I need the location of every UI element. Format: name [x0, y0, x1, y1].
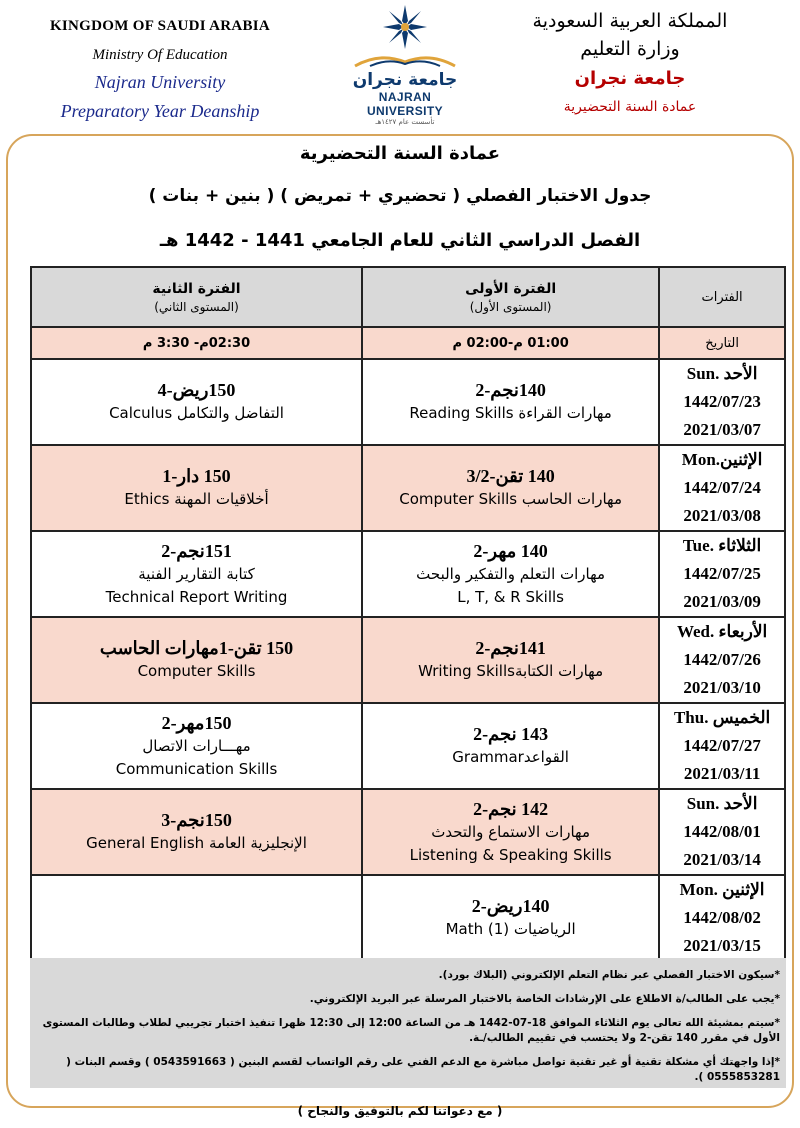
periods-header: الفترات: [659, 267, 785, 327]
course-name: مهارات التعلم والتفكير والبحث: [416, 564, 606, 583]
gregorian-date: 2021/03/10: [683, 678, 761, 697]
gregorian-date: 2021/03/11: [683, 764, 761, 783]
period2-header: الفترة الثانية (المستوى الثاني): [31, 267, 362, 327]
logo-established: تأسست عام ١٤٢٧هـ: [375, 118, 435, 126]
exam-day-cell: [659, 703, 785, 789]
period2-course-cell: [31, 359, 362, 445]
course-code: 141نجم-2: [475, 638, 546, 658]
course-name: الإنجليزية العامة General English: [86, 834, 307, 852]
hijri-date: 1442/08/01: [683, 822, 761, 841]
period1-course-cell: [362, 531, 659, 617]
footer-wishes: ( مع دعواتنا لكم بالتوفيق والنجاح ): [297, 1104, 503, 1118]
header-arabic: [500, 10, 760, 115]
country-name-en: KINGDOM OF SAUDI ARABIA: [49, 18, 271, 34]
note-item: *يجب على الطالب/ة الاطلاع على الإرشادات الخاصة بالاختبار المرسلة عبر البريد الإلكتروني.: [309, 993, 780, 1005]
deanship-name-en: Preparatory Year Deanship: [60, 101, 260, 121]
hijri-date: 1442/07/23: [683, 392, 761, 411]
university-logo: [340, 4, 470, 126]
period2-course-cell: [31, 703, 362, 789]
course-name: القواعدGrammar: [452, 748, 569, 766]
table-row: [31, 531, 785, 617]
course-code: 150 تقن-1مهارات الحاسب: [99, 638, 294, 658]
period1-course-cell: [362, 359, 659, 445]
period2-course-cell: [31, 875, 362, 961]
table-row: [31, 617, 785, 703]
course-code: 150 دار-1: [162, 466, 231, 486]
period2-course-cell: [31, 617, 362, 703]
course-name: مهارات الاستماع والتحدث: [431, 822, 591, 841]
course-name: مهارات القراءة Reading Skills: [409, 404, 612, 422]
star-emblem-icon: [382, 4, 428, 50]
period1-course-cell: [362, 617, 659, 703]
gregorian-date: 2021/03/15: [683, 936, 761, 955]
course-code: 150مهر-2: [161, 712, 232, 733]
exam-day-cell: [659, 445, 785, 531]
note-item: *سيكون الاختبار الفصلي عبر نظام التعلم الإلكتروني (البلاك بورد).: [438, 969, 780, 981]
course-name: Technical Report Writing: [105, 587, 288, 606]
course-code: 140نجم-2: [475, 380, 546, 400]
deanship-name-ar: عمادة السنة التحضيرية: [563, 99, 697, 115]
semester-title: الفصل الدراسي الثاني للعام الجامعي 1441 - 1442 هـ: [159, 230, 641, 251]
course-name: أخلاقيات المهنة Ethics: [124, 490, 269, 508]
ministry-name-ar: وزارة التعليم: [580, 38, 680, 60]
course-name: مهـــارات الاتصال: [142, 736, 251, 755]
university-name-en: Najran University: [94, 72, 226, 92]
day-name: الإثنين .Mon: [679, 880, 765, 899]
period1-course-cell: [362, 875, 659, 961]
period2-course-cell: [31, 445, 362, 531]
table-time-row: [31, 327, 785, 359]
header-english: [10, 18, 310, 122]
hijri-date: 1442/08/02: [683, 908, 761, 927]
course-code: 151نجم-2: [161, 540, 232, 561]
course-name: Listening & Speaking Skills: [409, 845, 612, 864]
note-item: *إذا واجهتك أي مشكلة تقنية أو غير تقنية تواصل مباشرة مع الدعم الفني على رقم الواتساب لقسم البنين ( 0543591663 ) وقسم البنات ( 0555853281 ).: [66, 1056, 780, 1083]
course-name: Computer Skills: [137, 662, 256, 680]
day-name: الخميس .Thu: [673, 708, 771, 727]
table-row: [31, 445, 785, 531]
day-name: الأحد .Sun: [686, 364, 758, 383]
course-name: الرياضيات (1) Math: [445, 920, 576, 938]
course-name: التفاضل والتكامل Calculus: [109, 404, 284, 422]
course-code: 140ريض-2: [471, 896, 550, 916]
course-code: 142 نجم-2: [473, 798, 549, 819]
exam-day-cell: [659, 359, 785, 445]
table-row: [31, 359, 785, 445]
exam-day-cell: [659, 531, 785, 617]
day-name: الإثنين.Mon: [681, 450, 763, 469]
deanship-title: عمادة السنة التحضيرية: [299, 143, 501, 164]
ministry-name-en: Ministry Of Education: [92, 47, 228, 63]
date-label: التاريخ: [659, 327, 785, 359]
period1-time: 01:00 م-02:00 م: [362, 327, 659, 359]
course-code: 150نجم-3: [161, 810, 232, 830]
period2-course-cell: [31, 789, 362, 875]
day-name: الثلاثاء .Tue: [682, 536, 762, 555]
period1-course-cell: [362, 703, 659, 789]
gregorian-date: 2021/03/08: [683, 506, 761, 525]
period2-course-cell: [31, 531, 362, 617]
gregorian-date: 2021/03/09: [683, 592, 761, 611]
period2-time: 02:30م- 3:30 م: [31, 327, 362, 359]
schedule-title: جدول الاختبار الفصلي ( تحضيري + تمريض ) ( بنين + بنات ): [148, 186, 652, 206]
exam-schedule-table: [30, 266, 786, 962]
course-code: 140 مهر-2: [473, 540, 548, 561]
exam-day-cell: [659, 875, 785, 961]
gregorian-date: 2021/03/14: [683, 850, 761, 869]
notes-box: [30, 958, 786, 1088]
wing-emblem-icon: [350, 50, 460, 68]
course-name: مهارات الحاسب Computer Skills: [399, 490, 622, 508]
table-row: [31, 703, 785, 789]
course-name: L, T, & R Skills: [457, 587, 564, 606]
hijri-date: 1442/07/27: [683, 736, 761, 755]
hijri-date: 1442/07/24: [683, 478, 761, 497]
note-item: *سيتم بمشيئة الله تعالى يوم الثلاثاء الموافق 18-07-1442 هـ من الساعة 12:00 إلى 12:30 ظهرا تنفيذ اختبار تجريبي لطلاب وطالبات المستوى الأول في مقرر 140 تقن-2 ولا يحتسب في تقييم الطالب/ـة.: [42, 1017, 780, 1044]
period1-header: الفترة الأولى (المستوى الأول): [362, 267, 659, 327]
course-code: 143 نجم-2: [473, 724, 549, 744]
day-name: الأحد .Sun: [686, 794, 758, 813]
period1-course-cell: [362, 789, 659, 875]
course-name: كتابة التقارير الفنية: [138, 564, 255, 583]
table-row: [31, 789, 785, 875]
table-row: [31, 875, 785, 961]
course-code: 140 تقن-3/2: [466, 466, 555, 486]
exam-day-cell: [659, 789, 785, 875]
logo-arabic-name: جامعة نجران: [352, 70, 458, 90]
university-name-ar: جامعة نجران: [574, 68, 686, 89]
course-name: مهارات الكتابةWriting Skills: [418, 662, 604, 680]
hijri-date: 1442/07/25: [683, 564, 761, 583]
country-name-ar: المملكة العربية السعودية: [532, 10, 728, 32]
course-code: 150ريض-4: [157, 380, 236, 400]
hijri-date: 1442/07/26: [683, 650, 761, 669]
table-header-row: [31, 267, 785, 327]
course-name: Communication Skills: [115, 759, 278, 778]
logo-english-name: NAJRAN UNIVERSITY: [366, 90, 443, 118]
period1-course-cell: [362, 445, 659, 531]
day-name: الأربعاء .Wed: [676, 622, 768, 641]
gregorian-date: 2021/03/07: [683, 420, 761, 439]
exam-day-cell: [659, 617, 785, 703]
